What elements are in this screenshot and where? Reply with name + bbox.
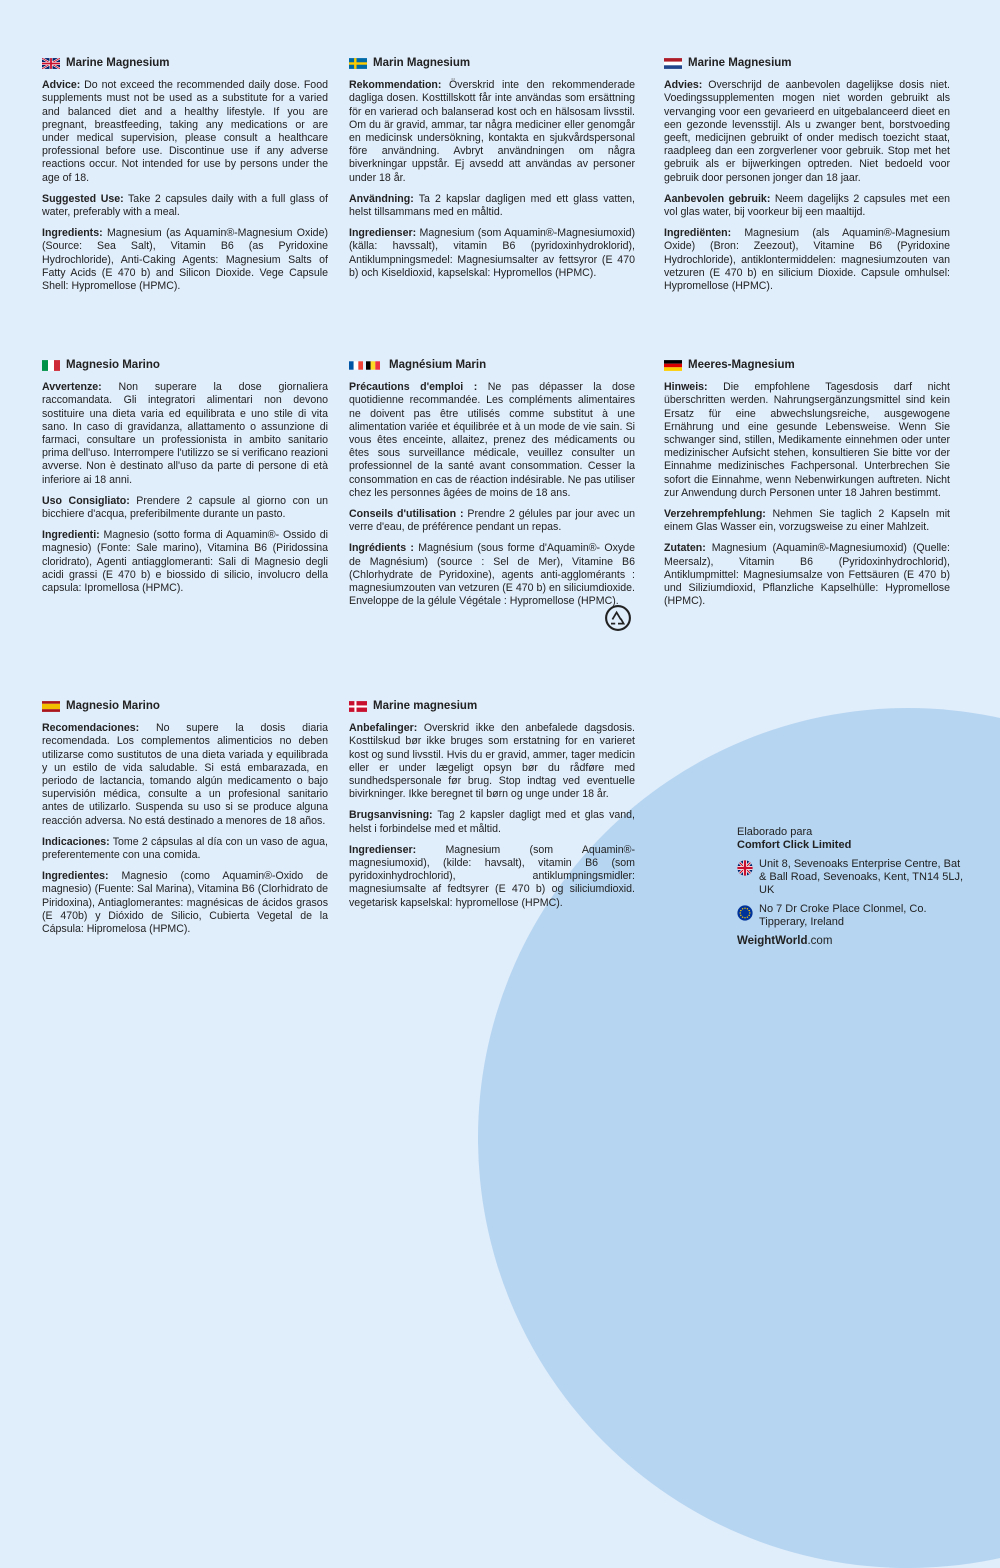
dk-flag-icon (349, 701, 367, 712)
ingredients-paragraph (42, 529, 328, 595)
section-title: Marine Magnesium (66, 57, 170, 69)
se-flag-icon (349, 58, 367, 69)
para-label: Suggested Use: (42, 192, 124, 205)
manufacturer-footer (737, 826, 967, 948)
para-text: Magnesio (sotto forma di Aquamin®- Ossido di magnesio) (Fonte: Sale marino), Vitamina B6 (Piridossina cloridrato), Agenti antiagglomeranti: Sali di Magnesio degli acidi grassi (E 470 b) e biossido di silicio, involucro della capsula: Ipromellosa (HPMC). (42, 529, 328, 595)
usage-paragraph (42, 495, 328, 521)
advice-paragraph (664, 79, 950, 185)
para-label: Rekommendation: (349, 79, 442, 92)
section-spanish (42, 700, 328, 944)
para-text: Nehmen Sie taglich 2 Kapseln mit einem Glas Wasser ein, vorzugsweise zu einer Mahlzeit. (664, 508, 950, 534)
advice-paragraph (42, 722, 328, 828)
para-text: Magnesio (como Aquamin®-Oxido de magnesio) (Fuente: Sal Marina), Vitamina B6 (Clorhidrato de Piridoxina), Antiaglomerantes: magnésicas de ácidos grasos (E 470b) y Dióxido de Silicio, Cubierta Vegetal de la Cápsula: Hipromelosa (HPMC). (42, 870, 328, 936)
it-flag-icon (42, 360, 60, 371)
uk-address-row (737, 858, 967, 897)
de-flag-icon (664, 360, 682, 371)
company-name: Comfort Click Limited (737, 839, 852, 851)
para-label: Ingrédients : (349, 542, 414, 555)
ingredients-paragraph (42, 870, 328, 936)
section-danish (349, 700, 635, 918)
para-text: Överskrid inte den rekommenderade dagliga dosen. Kosttillskott får inte användas som ersättning för en varierad och balanserad kost och en hälsosam livsstil. Om du är gravid, ammar, tar några mediciner eller genomgår en medicinsk undersökning, kontakta en sjukvårdspersonal före användning. Avbryt användningen om några biverkningar uppstår. Ej avsedd att användas av personer under 18 år. (349, 79, 635, 184)
section-title-english (42, 57, 328, 70)
para-label: Indicaciones: (42, 835, 110, 848)
section-title: Meeres-Magnesium (688, 359, 795, 371)
ingredients-paragraph (664, 227, 950, 293)
para-text: Die empfohlene Tagesdosis darf nicht überschritten werden. Nahrungsergänzungsmittel sind kein Ersatz für eine abwechslungsreiche, ausgewogene Ernährung und eine gesunde Lebensweise. Wenn Sie schwanger sind, stillen, Medikamente einnehmen oder unter medizinischer Aufsicht stehen, konsultieren Sie bitte vor der Einnahme medizinisches Fachpersonal. Unterbrechen Sie sofort die Einnahme, wenn Nebenwirkungen auftreten. Nicht zur Anwendung durch Personen unter 18 Jahren bestimmt. (664, 381, 950, 499)
para-label: Hinweis: (664, 381, 708, 394)
advice-paragraph (349, 722, 635, 801)
uk-address: Unit 8, Sevenoaks Enterprise Centre, Bat & Ball Road, Sevenoaks, Kent, TN14 5LJ, UK (759, 858, 964, 896)
section-title: Magnesio Marino (66, 359, 160, 371)
usage-paragraph (42, 193, 328, 219)
para-label: Précautions d'emploi : (349, 381, 478, 394)
ingredients-paragraph (349, 542, 635, 608)
para-text: Prendre 2 gélules par jour avec un verre d'eau, de préférence pendant un repas. (349, 508, 635, 534)
para-text: Tag 2 kapsler dagligt med et glas vand, helst i forbindelse med et måltid. (349, 809, 635, 835)
advice-paragraph (42, 79, 328, 185)
ie-address-row (737, 903, 967, 929)
prepared-for-label: Elaborado para (737, 826, 813, 838)
nl-flag-icon (664, 58, 682, 69)
section-swedish (349, 57, 635, 288)
section-title-swedish (349, 57, 635, 70)
usage-paragraph (664, 193, 950, 219)
para-label: Ingredienser: (349, 843, 417, 856)
ingredients-paragraph (42, 227, 328, 293)
advice-paragraph (349, 79, 635, 185)
para-text: Magnesium (as Aquamin®-Magnesium Oxide) (Source: Sea Salt), Vitamin B6 (as Pyridoxine Hydrochloride), Anti-Caking Agents: Magnesium Salts of Fatty Acids (E 470 b) and Silicon Dioxide. Vege Capsule Shell: Hypromellose (HPMC). (42, 227, 328, 293)
section-title: Magnesio Marino (66, 700, 160, 712)
para-text: Take 2 capsules daily with a full glass of water, preferably with a meal. (42, 192, 328, 219)
section-italian (42, 359, 328, 603)
para-text: Tome 2 cápsulas al día con un vaso de agua, preferentemente con una comida. (42, 835, 328, 862)
brand-name: WeightWorld (737, 935, 808, 947)
ie-address: No 7 Dr Croke Place Clonmel, Co. Tipperary, Ireland (759, 903, 927, 928)
advice-paragraph (664, 381, 950, 500)
brand-website (737, 935, 967, 948)
section-title: Marin Magnesium (373, 57, 471, 69)
para-text: Magnesium (als Aquamin®-Magnesium Oxide) (Bron: Zeezout), Vitamine B6 (Pyridoxine Hydrochloride), antiklontermiddelen: magnesiumzouten van vetzuren (E 470 b) en silicium Dioxide. Capsule omhulsel: Hypromellose (HPMC). (664, 227, 950, 293)
para-text: Prendere 2 capsule al giorno con un bicchiere d'acqua, preferibilmente durante un pasto. (42, 494, 328, 521)
section-title-german (664, 359, 950, 372)
para-text: Neem dagelijks 2 capsules met een vol glas water, bij voorkeur bij een maaltijd. (664, 192, 950, 219)
para-text: Ta 2 kapslar dagligen med ett glass vatten, helst tillsammans med en måltid. (349, 192, 635, 219)
para-text: Do not exceed the recommended daily dose. Food supplements must not be used as a substitute for a varied and balanced diet and a healthy lifestyle. If you are pregnant, breastfeeding, taking any medications or are under medical supervision, please consult a healthcare professional before use. Discontinue use if any adverse reactions occur. Not intended for use by persons under the age of 18. (42, 79, 328, 184)
para-text: Magnésium (sous forme d'Aquamin®- Oxyde de Magnésium) (source : Sel de Mer), Vitamine B6 (Chlorhydrate de Pyridoxine), agents anti-agglomérants : magnesiumzouten van vetzuren (E 470 b) en siliciumdioxide. Enveloppe de la gélule Végétale : Hypromellose (HPMC). (349, 542, 635, 608)
eu-flag-round-icon (737, 905, 753, 921)
para-text: Magnesium (som Aquamin®-Magnesiumoxid) (källa: havssalt), vitamin B6 (pyridoxinhydroklorid), Antiklumpningsmedel: Magnesiumsalter av fettsyror (E 470 b) och Kiseldioxid, kapselskal: Hypromellos (HPMC). (349, 227, 635, 279)
usage-paragraph (349, 508, 635, 534)
advice-paragraph (349, 381, 635, 500)
para-label: Användning: (349, 192, 414, 205)
para-text: Ne pas dépasser la dose quotidienne recommandée. Les compléments alimentaires ne doivent pas être utilisés comme substitut à une alimentation variée et équilibrée et à un mode de vie sain. Si vous êtes enceinte, allaitez, prenez des médicaments ou êtes sous surveillance médicale, veuillez consulter un professionnel de la santé avant consommation. Cesser la consommation en cas de réaction indésirable. Ne pas utiliser chez les personnes âgées de moins de 18 ans. (349, 381, 635, 499)
es-flag-icon (42, 701, 60, 712)
usage-paragraph (349, 809, 635, 835)
section-title-italian (42, 359, 328, 372)
para-text: No supere la dosis diaria recomendada. Los complementos alimenticios no deben utilizarse como sustitutos de una dieta variada y equilibrada y un estilo de vida saludable. Si está embarazada, en periodo de lactancia, tomando algún medicamento o bajo supervisión médica, consulte a un profesional sanitario antes de utilizarlo. Suspenda su uso si se produce alguna reacción adversa. No está destinado a menores de 18 años. (42, 722, 328, 827)
section-french (349, 359, 635, 616)
section-german (664, 359, 950, 616)
usage-paragraph (42, 836, 328, 862)
para-label: Ingrediënten: (664, 227, 732, 240)
section-title: Marine Magnesium (688, 57, 792, 69)
para-label: Ingredienti: (42, 529, 100, 542)
brand-domain: .com (807, 935, 833, 947)
para-label: Avvertenze: (42, 381, 102, 394)
fr-flag-icon (349, 360, 363, 371)
para-label: Uso Consigliato: (42, 494, 130, 507)
uk-flag-round-icon (737, 860, 753, 876)
para-label: Recomendaciones: (42, 722, 140, 735)
para-text: Overschrijd de aanbevolen dagelijkse dosis niet. Voedingssupplementen mogen niet worden gebruikt als vervanging voor een gevarieerd en uitgebalanceerd dieet en een gezonde levensstijl. Als u zwanger bent, borstvoeding geeft, medicijnen gebruikt of onder medisch toezicht staat, raadpleeg dan een zorgverlener voor gebruik. Stop met het gebruik als er bijwerkingen optreden. Niet bedoeld voor gebruik door personen jonger dan 18 jaar. (664, 79, 950, 184)
ingredients-paragraph (349, 227, 635, 280)
para-label: Advies: (664, 79, 703, 92)
para-label: Anbefalinger: (349, 722, 418, 735)
section-title-danish (349, 700, 635, 713)
section-title: Magnésium Marin (389, 359, 487, 371)
section-title: Marine magnesium (373, 700, 478, 712)
be-flag-icon (366, 360, 380, 371)
section-title-spanish (42, 700, 328, 713)
usage-paragraph (349, 193, 635, 219)
section-dutch (664, 57, 950, 301)
ingredients-paragraph (664, 542, 950, 608)
para-label: Aanbevolen gebruik: (664, 192, 771, 205)
uk-flag-icon (42, 58, 60, 69)
ingredients-paragraph (349, 844, 635, 910)
section-title-dutch (664, 57, 950, 70)
para-label: Ingredients: (42, 227, 103, 240)
usage-paragraph (664, 508, 950, 534)
para-label: Advice: (42, 79, 81, 92)
section-title-french (349, 359, 635, 372)
para-label: Brugsanvisning: (349, 809, 433, 822)
para-label: Verzehrempfehlung: (664, 508, 766, 521)
flag-group (349, 360, 383, 371)
para-label: Conseils d'utilisation : (349, 508, 464, 521)
para-label: Zutaten: (664, 542, 706, 555)
advice-paragraph (42, 381, 328, 487)
para-text: Magnesium (Aquamin®-Magnesiumoxid) (Quelle: Meersalz), Vitamin B6 (Pyridoxinhydrochlorid), Antiklumpmittel: Magnesiumsalze von Fettsäuren (E 470 b) und Siliziumdioxid, Pflanzliche Kapselhülle: Hypromellose (HPMC). (664, 542, 950, 608)
para-label: Ingredienser: (349, 227, 417, 240)
para-text: Non superare la dose giornaliera raccomandata. Gli integratori alimentari non devono sostituire una dieta varia ed equilibrata e uno stile di vita sano. In caso di gravidanza, allattamento o assunzione di farmaci, consultare un professionista in ambito sanitario prima dell'uso. Interrompere l'utilizzo se si verificano reazioni avverse. Non è destinato all'uso da parte di persone di età inferiore ai 18 anni. (42, 381, 328, 486)
section-english (42, 57, 328, 301)
para-label: Ingredientes: (42, 870, 109, 883)
para-text: Overskrid ikke den anbefalede dagsdosis. Kosttilskud bør ikke bruges som erstatning for en varieret kost og sund livsstil. Hvis du er gravid, ammer, tager medicin eller er under lægeligt opsyn bør du rådføre med sundhedspersonale før brug. Stop indtag ved eventuelle bivirkninger. Ikke beregnet til børn og unge under 18 år. (349, 722, 635, 801)
para-text: Magnesium (som Aquamin®-magnesiumoxid), (kilde: havsalt), vitamin B6 (som pyridoxinhydrochlorid), antiklumpningsmidler: magnesiumsalte af fedtsyrer (E 470 b) og siliciumdioxid. vegetarisk kapselskal: hypromellose (HPMC). (349, 843, 635, 909)
triman-recycle-icon (604, 604, 632, 632)
